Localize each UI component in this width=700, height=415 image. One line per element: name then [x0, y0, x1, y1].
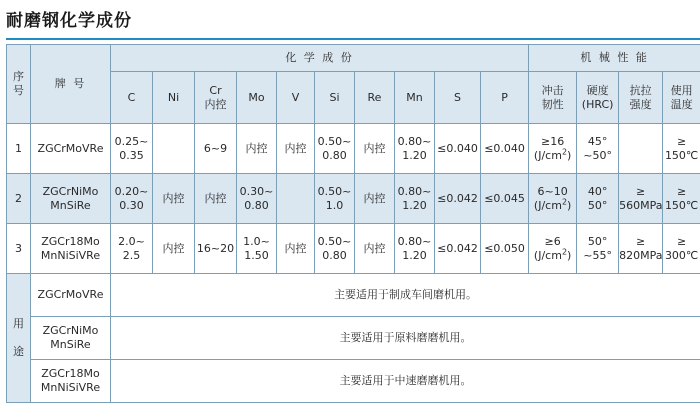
usage-row: [7, 274, 700, 317]
header-grade: 牌 号: [31, 45, 111, 124]
usage-row: [7, 317, 700, 360]
column-header: Mo: [237, 72, 277, 124]
row-seq: 3: [7, 224, 31, 274]
cell-si: 0.50~ 0.80: [315, 124, 355, 174]
title-divider: [6, 38, 700, 40]
cell-re: 内控: [355, 174, 395, 224]
impact-unit-close: ): [567, 148, 572, 162]
column-header: S: [435, 72, 481, 124]
cell-ni: [153, 124, 195, 174]
row-grade: ZGCrMoVRe: [31, 124, 111, 174]
usage-text: 主要适用于原料磨磨机用。: [111, 317, 700, 360]
impact-unit-exponent: 2: [561, 146, 568, 156]
cell-temperature: ≥ 150℃: [663, 174, 700, 224]
cell-hardness: 45° ~50°: [577, 124, 619, 174]
usage-row: [7, 360, 700, 403]
cell-impact: [529, 174, 577, 224]
header-chemical-composition: 化 学 成 份: [111, 45, 529, 72]
cell-p: ≤0.045: [481, 174, 529, 224]
column-header: Re: [355, 72, 395, 124]
column-header: Mn: [395, 72, 435, 124]
cell-mo: 内控: [237, 124, 277, 174]
cell-temperature: ≥ 300℃: [663, 224, 700, 274]
impact-unit-exponent: 2: [561, 246, 568, 256]
header-mechanical-properties: 机 械 性 能: [529, 45, 700, 72]
column-header: 硬度 (HRC): [577, 72, 619, 124]
column-header: Si: [315, 72, 355, 124]
cell-p: ≤0.040: [481, 124, 529, 174]
cell-mn: 0.80~ 1.20: [395, 124, 435, 174]
cell-p: ≤0.050: [481, 224, 529, 274]
column-header: P: [481, 72, 529, 124]
table-row: [7, 174, 700, 224]
usage-text: 主要适用于中速磨磨机用。: [111, 360, 700, 403]
page-title: 耐磨钢化学成份: [6, 11, 132, 31]
usage-grade: ZGCrMoVRe: [31, 274, 111, 317]
cell-mo: 0.30~ 0.80: [237, 174, 277, 224]
cell-cr: 内控: [195, 174, 237, 224]
table-row: [7, 224, 700, 274]
cell-ni: 内控: [153, 174, 195, 224]
cell-mn: 0.80~ 1.20: [395, 224, 435, 274]
column-header: Cr 内控: [195, 72, 237, 124]
cell-c: 0.20~ 0.30: [111, 174, 153, 224]
cell-re: 内控: [355, 224, 395, 274]
cell-s: ≤0.042: [435, 224, 481, 274]
cell-v: 内控: [277, 124, 315, 174]
cell-re: 内控: [355, 124, 395, 174]
cell-si: 0.50~ 1.0: [315, 174, 355, 224]
composition-table: [6, 44, 700, 403]
cell-s: ≤0.040: [435, 124, 481, 174]
cell-hardness: 40° 50°: [577, 174, 619, 224]
cell-mn: 0.80~ 1.20: [395, 174, 435, 224]
impact-unit-close: ): [567, 248, 572, 262]
impact-value: 6~10 (J/cm: [533, 184, 568, 212]
column-header: Ni: [153, 72, 195, 124]
cell-tensile: [619, 124, 663, 174]
impact-value: ≥6 (J/cm: [533, 234, 562, 262]
column-header: 使用 温度: [663, 72, 700, 124]
row-grade: ZGCr18Mo MnNiSiVRe: [31, 224, 111, 274]
column-header: 抗拉 强度: [619, 72, 663, 124]
cell-s: ≤0.042: [435, 174, 481, 224]
column-header: C: [111, 72, 153, 124]
impact-unit-close: ): [567, 198, 572, 212]
usage-grade: ZGCr18Mo MnNiSiVRe: [31, 360, 111, 403]
column-header: V: [277, 72, 315, 124]
cell-tensile: ≥ 820MPa: [619, 224, 663, 274]
table-row: [7, 124, 700, 174]
row-grade: ZGCrNiMo MnSiRe: [31, 174, 111, 224]
cell-temperature: ≥ 150℃: [663, 124, 700, 174]
cell-cr: 16~20: [195, 224, 237, 274]
cell-mo: 1.0~ 1.50: [237, 224, 277, 274]
cell-impact: [529, 124, 577, 174]
usage-grade: ZGCrNiMo MnSiRe: [31, 317, 111, 360]
cell-tensile: ≥ 560MPa: [619, 174, 663, 224]
usage-text: 主要适用于制成车间磨机用。: [111, 274, 700, 317]
cell-ni: 内控: [153, 224, 195, 274]
column-header: 冲击 韧性: [529, 72, 577, 124]
cell-v: [277, 174, 315, 224]
impact-value: ≥16 (J/cm: [533, 134, 565, 162]
row-seq: 1: [7, 124, 31, 174]
cell-cr: 6~9: [195, 124, 237, 174]
cell-impact: [529, 224, 577, 274]
cell-v: 内控: [277, 224, 315, 274]
header-seq: 序 号: [7, 45, 31, 124]
usage-label: 用 途: [7, 274, 31, 403]
cell-hardness: 50° ~55°: [577, 224, 619, 274]
cell-c: 0.25~ 0.35: [111, 124, 153, 174]
cell-si: 0.50~ 0.80: [315, 224, 355, 274]
cell-c: 2.0~ 2.5: [111, 224, 153, 274]
row-seq: 2: [7, 174, 31, 224]
impact-unit-exponent: 2: [561, 196, 568, 206]
